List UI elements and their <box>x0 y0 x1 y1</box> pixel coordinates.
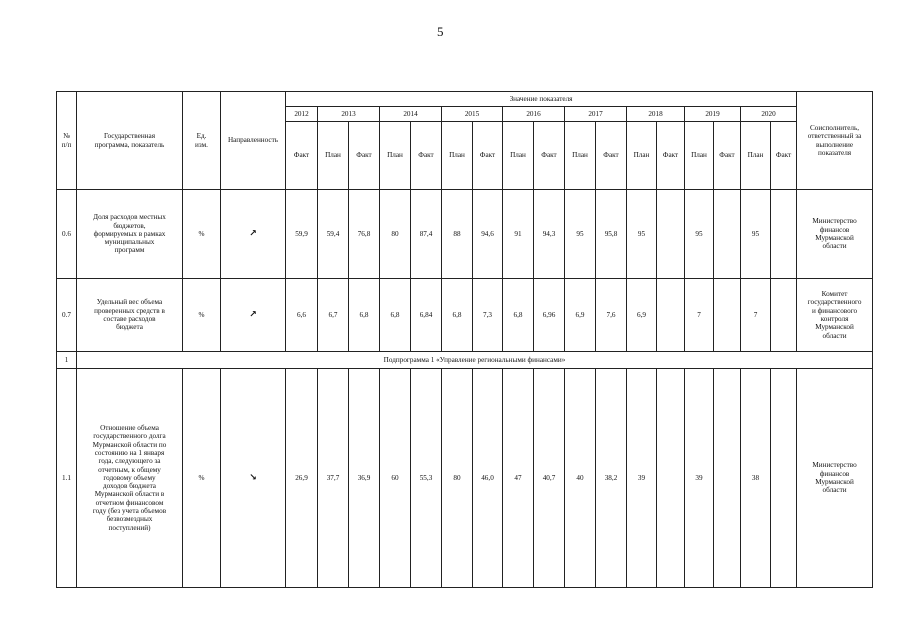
value-cell <box>657 369 685 588</box>
value-cell: 40,7 <box>534 369 565 588</box>
header-value-group: Значение показателя <box>286 92 797 107</box>
header-coexecutor: Соисполнитель, ответственный за выполнение показателя <box>797 92 873 190</box>
value-cell: 39 <box>627 369 657 588</box>
value-cell: 40 <box>565 369 596 588</box>
page-number: 5 <box>437 24 444 39</box>
value-cell: 47 <box>503 369 534 588</box>
value-cell: 7,3 <box>473 279 503 352</box>
value-cell: 95 <box>741 190 771 279</box>
value-cell: 6,8 <box>349 279 380 352</box>
value-cell: 6,8 <box>442 279 473 352</box>
value-cell <box>771 369 797 588</box>
value-cell: 59,4 <box>318 190 349 279</box>
value-cell: 94,3 <box>534 190 565 279</box>
year-2019: 2019 <box>685 107 741 122</box>
value-cell: 6,84 <box>411 279 442 352</box>
arrow-up-right-icon: ↗ <box>249 228 257 239</box>
value-cell: 55,3 <box>411 369 442 588</box>
header-program: Государственная программа, показатель <box>77 92 183 190</box>
arrow-up-right-icon: ↗ <box>249 309 257 320</box>
value-cell: 80 <box>442 369 473 588</box>
sub-header: План <box>442 122 473 190</box>
value-cell: 87,4 <box>411 190 442 279</box>
value-cell <box>657 279 685 352</box>
value-cell: 46,0 <box>473 369 503 588</box>
table-row <box>57 369 873 588</box>
sub-header: План <box>318 122 349 190</box>
sub-header: Факт <box>286 122 318 190</box>
value-cell: 39 <box>685 369 714 588</box>
value-cell <box>657 190 685 279</box>
unit-cell: % <box>183 369 221 588</box>
value-cell: 26,9 <box>286 369 318 588</box>
table-row <box>57 279 873 352</box>
value-cell <box>771 279 797 352</box>
value-cell: 88 <box>442 190 473 279</box>
value-cell: 59,9 <box>286 190 318 279</box>
year-2015: 2015 <box>442 107 503 122</box>
sub-header: Факт <box>657 122 685 190</box>
value-cell: 37,7 <box>318 369 349 588</box>
value-cell: 6,9 <box>565 279 596 352</box>
executor-cell: Министерство финансов Мурманской области <box>797 369 873 588</box>
value-cell: 95 <box>565 190 596 279</box>
subprogram-row <box>57 352 873 369</box>
value-cell: 7 <box>685 279 714 352</box>
value-cell: 95 <box>685 190 714 279</box>
table-row <box>57 190 873 279</box>
value-cell: 6,6 <box>286 279 318 352</box>
direction-cell <box>221 369 286 588</box>
sub-header: Факт <box>411 122 442 190</box>
value-cell: 6,96 <box>534 279 565 352</box>
value-cell <box>714 369 741 588</box>
year-2017: 2017 <box>565 107 627 122</box>
value-cell: 95 <box>627 190 657 279</box>
sub-header: Факт <box>596 122 627 190</box>
indicator-name: Отношение объема государственного долга Мурманской области по состоянию на 1 января года, следующего за отчетным, к общему годовому объему доходов бюджета Мурманской области в отчетном финансовом году (без учета объемов безвозмездных поступлений) <box>77 369 183 588</box>
sub-header: План <box>503 122 534 190</box>
sub-header: Факт <box>771 122 797 190</box>
value-cell: 95,8 <box>596 190 627 279</box>
sub-header: План <box>565 122 596 190</box>
value-cell <box>771 190 797 279</box>
row-num: 1 <box>57 352 77 369</box>
row-num: 0.6 <box>57 190 77 279</box>
sub-header: План <box>627 122 657 190</box>
value-cell: 6,9 <box>627 279 657 352</box>
direction-cell <box>221 279 286 352</box>
executor-cell: Министерство финансов Мурманской области <box>797 190 873 279</box>
unit-cell: % <box>183 190 221 279</box>
arrow-down-right-icon: ↘ <box>249 472 257 483</box>
sub-header: Факт <box>534 122 565 190</box>
value-cell: 6,8 <box>503 279 534 352</box>
value-cell: 60 <box>380 369 411 588</box>
indicator-name: Удельный вес объема проверенных средств в составе расходов бюджета <box>77 279 183 352</box>
header-unit: Ед. изм. <box>183 92 221 190</box>
value-cell: 76,8 <box>349 190 380 279</box>
year-2016: 2016 <box>503 107 565 122</box>
row-num: 1.1 <box>57 369 77 588</box>
value-cell: 7,6 <box>596 279 627 352</box>
row-num: 0.7 <box>57 279 77 352</box>
value-cell: 80 <box>380 190 411 279</box>
value-cell <box>714 279 741 352</box>
header-direction: Направленность <box>221 92 286 190</box>
indicator-table <box>56 91 873 588</box>
value-cell: 91 <box>503 190 534 279</box>
indicator-name: Доля расходов местных бюджетов, формируемых в рамках муниципальных программ <box>77 190 183 279</box>
unit-cell: % <box>183 279 221 352</box>
value-cell: 36,9 <box>349 369 380 588</box>
value-cell <box>714 190 741 279</box>
executor-cell: Комитет государственного и финансового контроля Мурманской области <box>797 279 873 352</box>
year-2014: 2014 <box>380 107 442 122</box>
year-2012: 2012 <box>286 107 318 122</box>
year-2018: 2018 <box>627 107 685 122</box>
sub-header: План <box>741 122 771 190</box>
sub-header: Факт <box>714 122 741 190</box>
value-cell: 94,6 <box>473 190 503 279</box>
direction-cell <box>221 190 286 279</box>
value-cell: 38 <box>741 369 771 588</box>
sub-header: Факт <box>349 122 380 190</box>
sub-header: План <box>685 122 714 190</box>
value-cell: 38,2 <box>596 369 627 588</box>
sub-header: План <box>380 122 411 190</box>
year-2013: 2013 <box>318 107 380 122</box>
value-cell: 6,7 <box>318 279 349 352</box>
header-num: № п/п <box>57 92 77 190</box>
year-2020: 2020 <box>741 107 797 122</box>
sub-header: Факт <box>473 122 503 190</box>
value-cell: 6,8 <box>380 279 411 352</box>
value-cell: 7 <box>741 279 771 352</box>
subprogram-title: Подпрограмма 1 «Управление региональными финансами» <box>77 352 873 369</box>
